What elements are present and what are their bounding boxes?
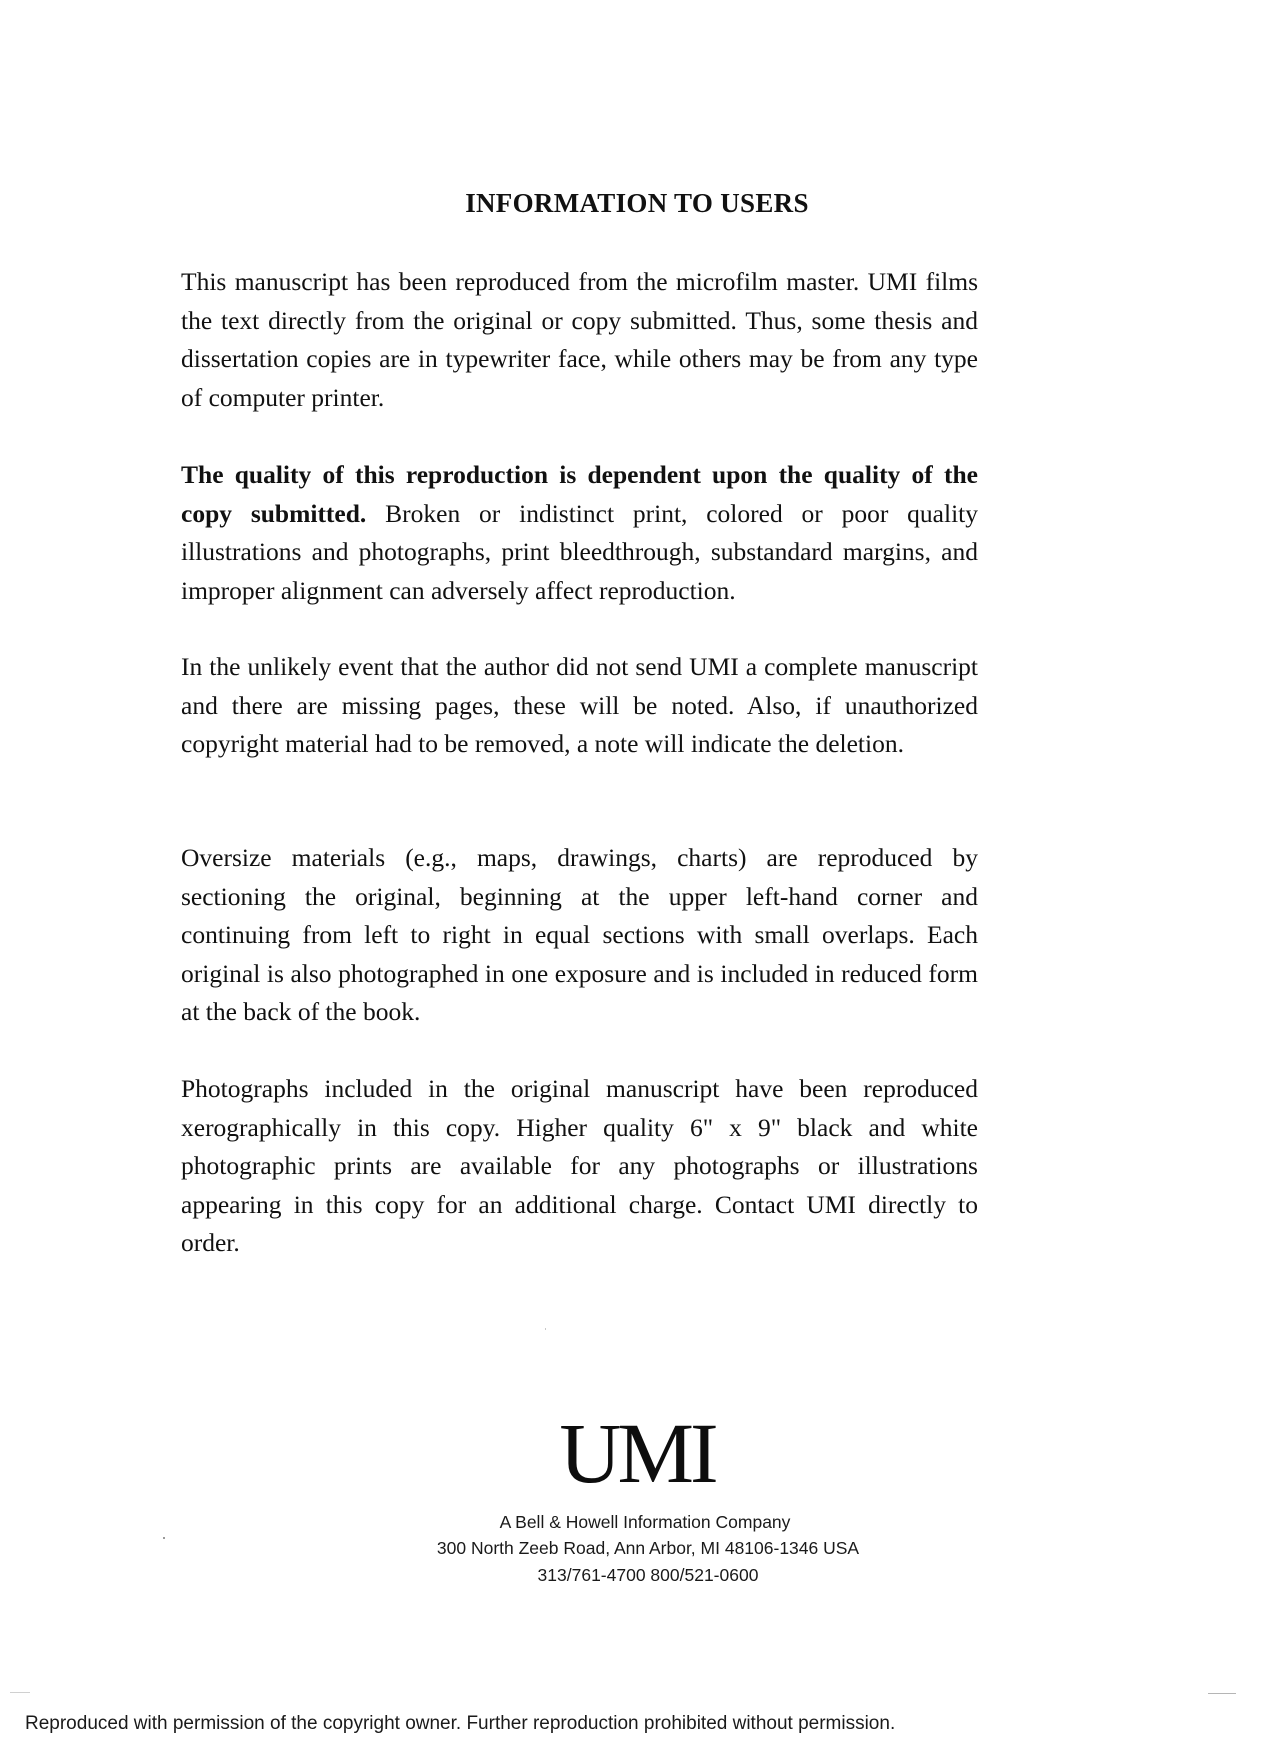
scan-speck [545,1328,546,1330]
paragraph-oversize: Oversize materials (e.g., maps, drawings, charts) are reproduced by sectioning the original, beginning at the upper left-hand corner and continuing from left to right in equal sections with small overlaps. Each original is also photographed in one exposure and is included in reduced form at the back of the book. [181,843,978,1026]
page-title: INFORMATION TO USERS [465,188,809,218]
paragraph-microfilm: This manuscript has been reproduced from the microfilm master. UMI films the text directly from the original or copy submitted. Thus, some thesis and dissertation copies are in typewriter face, while others may be from any type of computer printer. [181,267,978,412]
paragraph-quality [181,456,978,610]
scan-speck [163,1537,165,1539]
company-phones: 313/761-4700 800/521-0600 [537,1565,759,1585]
quality-bold-text: The quality of this reproduction is dependent upon the quality of the copy submitted. [181,460,978,528]
quality-rest-text: Broken or indistinct print, colored or poor quality illustrations and photographs, print bleedthrough, substandard margins, and improper alignment can adversely affect reproduction. [181,498,978,605]
umi-logo: UMI [559,1405,715,1501]
scan-speck [10,1692,30,1693]
footer-permission-note: Reproduced with permission of the copyright owner. Further reproduction prohibited without permission. [25,1713,896,1734]
paragraph-missing-pages: In the unlikely event that the author did not send UMI a complete manuscript and there are missing pages, these will be noted. Also, if unauthorized copyright material had to be removed, a note will indicate the deletion. [181,652,978,758]
company-name: A Bell & Howell Information Company [499,1512,791,1532]
scan-speck [1208,1693,1236,1694]
paragraph-photographs: Photographs included in the original manuscript have been reproduced xerographically in this copy. Higher quality 6" x 9" black and white photographic prints are available for any photographs or illustrations appearing in this copy for an additional charge. Contact UMI directly to order. [181,1074,978,1257]
company-address: 300 North Zeeb Road, Ann Arbor, MI 48106-1346 USA [436,1538,860,1558]
